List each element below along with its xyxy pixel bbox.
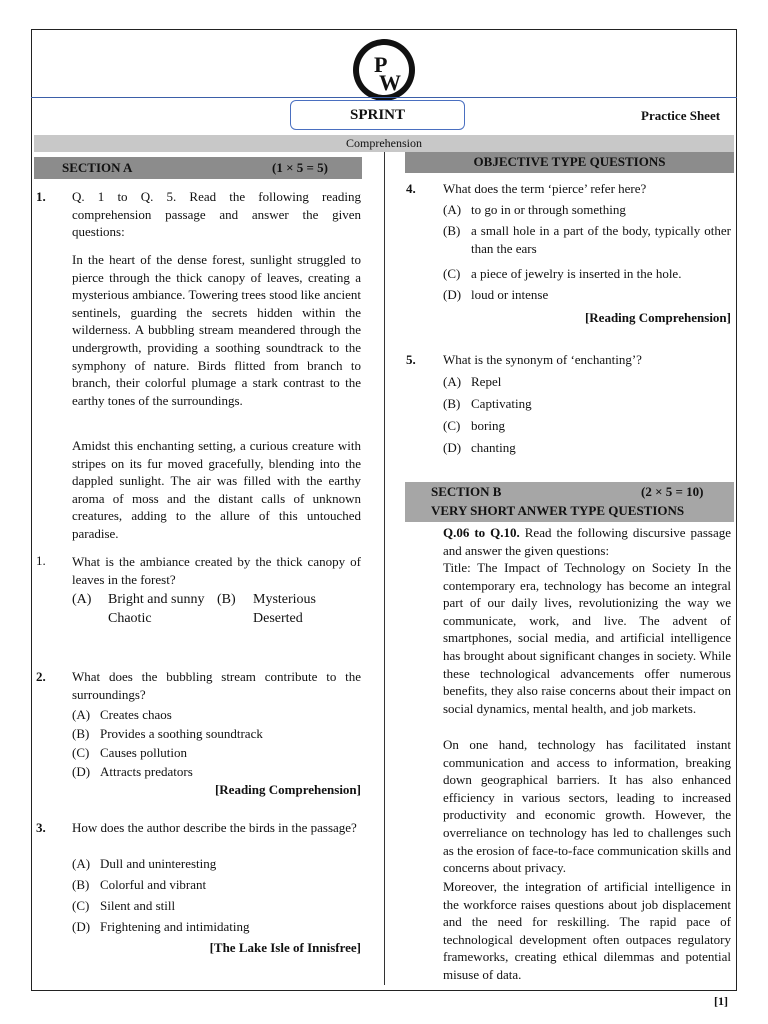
page-number: [1] bbox=[714, 994, 728, 1008]
option-b bbox=[443, 222, 731, 257]
passage-b-paragraph-3: Moreover, the integration of artificial intelligence in the workforce raises questions about job displacement and the need for reskilling. The rapid pace of technological development often outpaces regulatory frameworks, creating ethical dilemmas and potential misuse of data. bbox=[443, 879, 731, 982]
section-b-intro bbox=[443, 524, 731, 559]
option-d bbox=[443, 286, 731, 304]
option-text: Captivating bbox=[471, 396, 532, 411]
option-label: (B) bbox=[72, 877, 90, 892]
svg-text:W: W bbox=[379, 70, 401, 95]
option-c-text: Chaotic bbox=[108, 611, 152, 626]
option-label: (C) bbox=[72, 898, 90, 913]
question-number: 3. bbox=[36, 820, 46, 835]
option-text: Frightening and intimidating bbox=[100, 919, 250, 934]
option-c bbox=[72, 744, 361, 762]
section-a-title: SECTION A bbox=[62, 160, 133, 175]
option-label: (C) bbox=[443, 266, 461, 281]
intro-range: Q.06 to Q.10. bbox=[443, 525, 520, 540]
option-text: Bright and sunny bbox=[108, 592, 205, 607]
passage-intro: Q. 1 to Q. 5. Read the following reading comprehension passage and answer the given questions: bbox=[72, 189, 361, 240]
question-number: 5. bbox=[406, 352, 416, 367]
question-text: How does the author describe the birds in the passage? bbox=[72, 820, 357, 835]
option-text: Repel bbox=[471, 374, 502, 389]
option-label: (D) bbox=[443, 440, 462, 455]
question-tag: [Reading Comprehension] bbox=[214, 782, 361, 797]
svg-text:P: P bbox=[374, 52, 388, 77]
option-d-text: Deserted bbox=[253, 611, 303, 626]
option-a bbox=[72, 855, 361, 873]
question-text: What is the synonym of ‘enchanting’? bbox=[443, 352, 642, 367]
question-tag: [The Lake Isle of Innisfree] bbox=[209, 940, 361, 955]
option-label: (A) bbox=[443, 202, 462, 217]
passage-b-paragraph-1: Title: The Impact of Technology on Society In the contemporary era, technology has become an integral part of our daily lives, revolutionizing the way we communicate, work, and live. The advent of smartphones, social media, and artificial intelligence has brought about significant changes in society. While these technological advancements offer numerous benefits, they also raise concerns about their impact on social dynamics, mental health, and job markets. bbox=[443, 560, 731, 716]
option-b bbox=[72, 876, 361, 894]
option-b bbox=[443, 395, 731, 413]
option-label: (B) bbox=[443, 223, 461, 238]
option-text: Mysterious bbox=[253, 592, 316, 607]
option-c bbox=[443, 265, 731, 283]
question-number: 4. bbox=[406, 181, 416, 196]
option-label: (B) bbox=[443, 396, 461, 411]
section-a-header bbox=[34, 157, 362, 179]
option-a bbox=[443, 201, 731, 219]
objective-header: OBJECTIVE TYPE QUESTIONS bbox=[405, 152, 734, 173]
option-label: (D) bbox=[72, 919, 91, 934]
option-a bbox=[443, 373, 731, 391]
question-tag: [Reading Comprehension] bbox=[584, 310, 731, 325]
option-label: (A) bbox=[72, 592, 92, 607]
option-text: a piece of jewelry is inserted in the hole. bbox=[471, 266, 682, 281]
option-label: (B) bbox=[217, 592, 236, 607]
sprint-label: SPRINT bbox=[290, 100, 465, 130]
section-b-title: SECTION B bbox=[431, 484, 502, 499]
topic-bar: Comprehension bbox=[34, 135, 734, 152]
question-text: What is the ambiance created by the thick canopy of leaves in the forest? bbox=[72, 554, 361, 587]
column-divider bbox=[384, 152, 385, 985]
option-label: (B) bbox=[72, 726, 90, 741]
option-text: Provides a soothing soundtrack bbox=[100, 726, 263, 741]
option-text: to go in or through something bbox=[471, 202, 626, 217]
option-d bbox=[72, 918, 361, 936]
option-text: a small hole in a part of the body, typically other than the ears bbox=[471, 223, 731, 256]
question-number: 2. bbox=[36, 669, 46, 684]
option-text: Silent and still bbox=[100, 898, 176, 913]
option-label: (C) bbox=[443, 418, 461, 433]
question-text: What does the bubbling stream contribute to the surroundings? bbox=[72, 669, 361, 702]
option-text: Colorful and vibrant bbox=[100, 877, 207, 892]
option-a bbox=[72, 591, 204, 609]
option-text: Creates chaos bbox=[100, 707, 172, 722]
option-label: (A) bbox=[72, 856, 91, 871]
passage-b-paragraph-2: On one hand, technology has facilitated instant communication and access to information, breaking down geographical barriers. It has also enhanced efficiency in various sectors, leading to increased productivity and economic growth. However, the overreliance on technology has led to challenges such as the erosion of face-to-face communication skills and concerns about privacy. bbox=[443, 737, 731, 876]
pw-logo bbox=[352, 38, 416, 102]
option-b bbox=[217, 591, 316, 609]
question-number: 1. bbox=[36, 553, 46, 568]
section-a-marks: (1 × 5 = 5) bbox=[272, 160, 328, 175]
option-d bbox=[443, 439, 731, 457]
option-c bbox=[72, 897, 361, 915]
intro-text: Read the following discursive passage and answer the given questions: bbox=[443, 525, 731, 558]
question-text: What does the term ‘pierce’ refer here? bbox=[443, 181, 647, 196]
option-label: (D) bbox=[72, 764, 91, 779]
option-text: boring bbox=[471, 418, 505, 433]
option-text: Attracts predators bbox=[100, 764, 193, 779]
option-d bbox=[72, 763, 361, 781]
passage-paragraph-2: Amidst this enchanting setting, a curious creature with stripes on its fur moved gracefully, blending into the dappled sunlight. The air was filled with the earthy aroma of moss and the distant calls of unknown creatures, adding to the allure of this untouched paradise. bbox=[72, 438, 361, 541]
option-label: (A) bbox=[72, 707, 91, 722]
option-a bbox=[72, 706, 361, 724]
option-label: (D) bbox=[443, 287, 462, 302]
section-b-subtitle: VERY SHORT ANWER TYPE QUESTIONS bbox=[431, 503, 685, 518]
option-c bbox=[443, 417, 731, 435]
section-b-marks: (2 × 5 = 10) bbox=[641, 484, 704, 499]
practice-sheet-label: Practice Sheet bbox=[641, 108, 721, 123]
option-text: Dull and uninteresting bbox=[100, 856, 217, 871]
section-b-header bbox=[405, 482, 734, 522]
option-text: chanting bbox=[471, 440, 516, 455]
option-text: loud or intense bbox=[471, 287, 549, 302]
option-text: Causes pollution bbox=[100, 745, 188, 760]
passage-paragraph-1: In the heart of the dense forest, sunlight struggled to pierce through the thick canopy of leaves, creating a mysterious ambiance. Towering trees stood like ancient sentinels, guarding the secrets hidden within the wilderness. A bubbling stream meandered through the undergrowth, providing a soothing soundtrack to the symphony of nature. Birds flitted from branch to branch, their colorful plumage a stark contrast to the earthy tones of the surroundings. bbox=[72, 252, 361, 408]
header-divider bbox=[31, 97, 737, 98]
option-label: (A) bbox=[443, 374, 462, 389]
option-label: (C) bbox=[72, 745, 90, 760]
question-number: 1. bbox=[36, 189, 46, 204]
option-b bbox=[72, 725, 361, 743]
